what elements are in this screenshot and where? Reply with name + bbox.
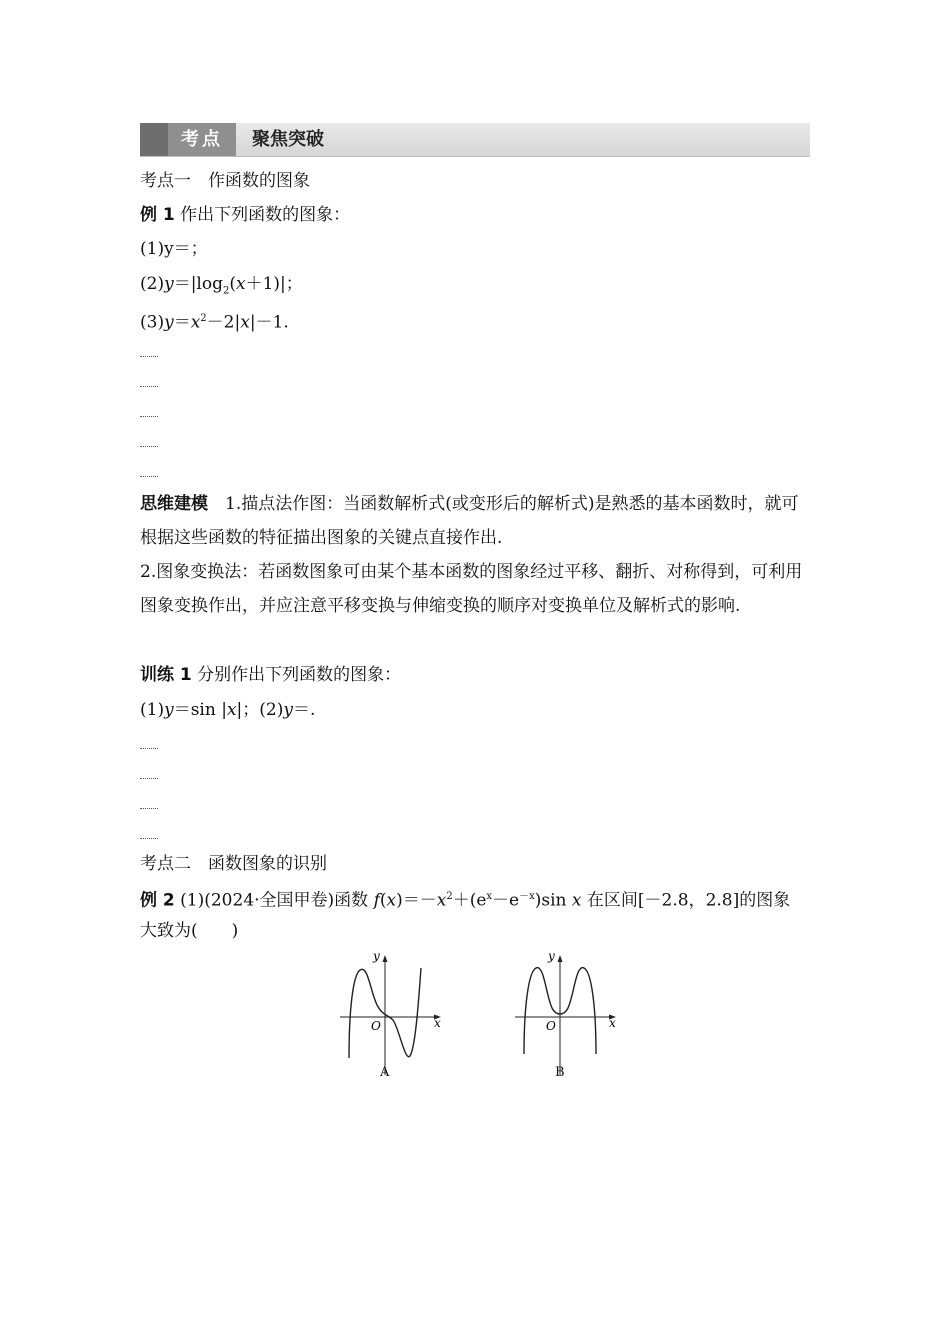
answer-line [140,356,158,358]
graph-a-caption: A [380,1065,390,1080]
banner-tag: 考点 [168,123,236,156]
y-axis-arrow-icon [383,955,388,962]
answer-line [140,416,158,418]
training1-items [140,699,315,721]
y-axis-label: y [373,950,380,963]
answer-line [140,446,158,448]
x-axis-label: x [609,1016,616,1030]
exponent: －x [519,891,535,902]
example1-item3 [140,308,289,334]
var-x: x [386,890,397,911]
var-y: y [164,312,174,333]
text: |－1. [249,312,289,333]
graph-b-caption: B [555,1065,565,1080]
answer-line [140,748,158,750]
var-y: y [164,700,174,720]
text: ＝sin | [173,700,227,720]
text: ＋(e [452,890,487,911]
graph-option-b[interactable] [510,950,625,1085]
text: 在区间[－2.8，2.8]的图象 [581,890,791,911]
var-x: x [240,312,250,333]
text: )sin [534,890,572,911]
func-f: f [373,890,380,911]
modeling-paragraph-1 [140,487,812,555]
section-banner [140,123,810,157]
training1-prompt: 分别作出下列函数的图象： [197,665,402,685]
y-axis-arrow-icon [558,955,563,962]
text: ＝. [292,700,316,720]
example2-label: 例 2 [140,890,175,911]
exponent: 2 [446,891,453,902]
text: |；(2) [236,700,284,720]
x-axis-label: x [434,1016,441,1030]
training1-prompt-line [140,664,401,686]
answer-line [140,808,158,810]
var-x: x [236,274,246,294]
graph-b-svg [510,950,625,1085]
section1-heading: 考点一 作函数的图象 [140,171,310,191]
text: ( [379,890,387,911]
text: ＝ [173,312,191,333]
answer-line [140,838,158,840]
text: (1)(2024·全国甲卷)函数 [180,890,374,911]
answer-line [140,778,158,780]
text: (1) [140,700,165,720]
text: ＝|log [173,274,223,294]
modeling-label: 思维建模 [140,494,208,514]
var-x: x [436,890,447,911]
section2-heading: 考点二 函数图象的识别 [140,854,327,874]
graph-a-svg [335,950,450,1085]
modeling-paragraph-2: 2.图象变换法：若函数图象可由某个基本函数的图象经过平移、翻折、对称得到，可利用图象变换作出，并应注意平移变换与伸缩变换的顺序对变换单位及解析式的影响. [140,562,803,616]
answer-line [140,386,158,388]
banner-title: 聚焦突破 [252,129,324,150]
example1-prompt: 作出下列函数的图象： [180,205,351,225]
text: ( [229,274,237,294]
text: ＋1)|； [245,274,303,294]
text: －2| [206,312,241,333]
example1-item1: (1)y＝； [140,239,208,259]
text: )＝－ [396,890,437,911]
text: (3) [140,312,165,333]
exponent: 2 [200,313,207,324]
var-y: y [283,700,293,720]
example2-line1 [140,886,790,912]
answer-line [140,476,158,478]
text: －e [492,890,520,911]
example1-prompt-line [140,204,350,226]
var-x: x [226,700,237,720]
exponent: x [486,891,493,902]
example1-item2 [140,273,303,302]
origin-label: O [371,1019,381,1033]
origin-label: O [546,1019,556,1033]
var-y: y [164,274,174,294]
y-axis-label: y [548,950,555,963]
example1-label: 例 1 [140,205,175,225]
example2-line2: 大致为( ) [140,921,239,941]
graph-option-a[interactable] [335,950,450,1085]
var-x: x [190,312,201,333]
text: (2) [140,274,165,294]
training1-label: 训练 1 [140,665,192,685]
log-base: 2 [223,285,230,297]
var-x: x [571,890,582,911]
modeling-text-1: 1.描点法作图：当函数解析式(或变形后的解析式)是熟悉的基本函数时，就可根据这些函数的特征描出图象的关键点直接作出. [140,494,799,548]
